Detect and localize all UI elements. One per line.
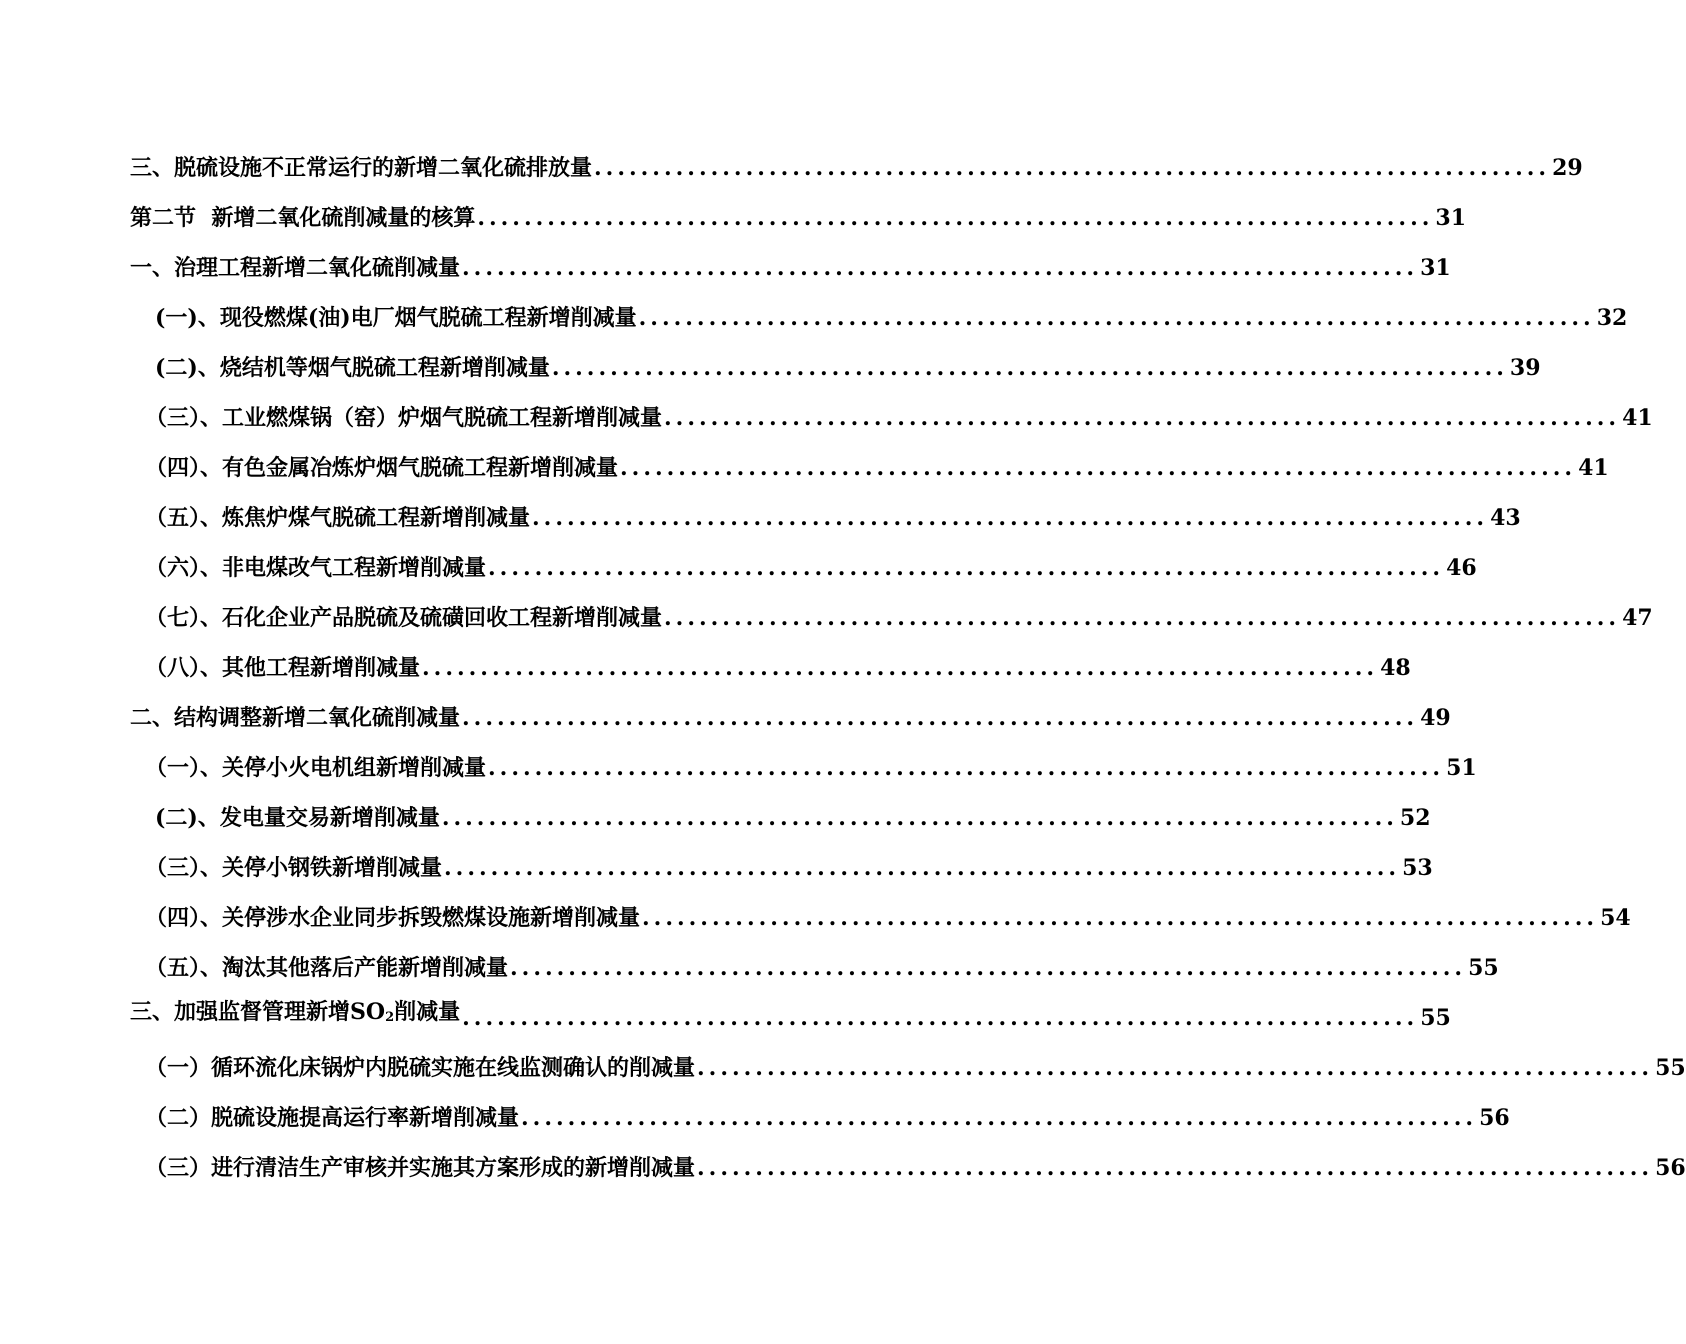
toc-entry-label: （四）、有色金属冶炼炉烟气脱硫工程新增削减量 (145, 455, 619, 481)
toc-entry[interactable] (145, 1092, 1510, 1132)
toc-entry-page: 55 (1468, 955, 1499, 981)
toc-entry[interactable] (145, 842, 1433, 882)
toc-leader-dots: .................................................................................. (441, 805, 1398, 831)
toc-leader-dots: .................................................................................. (462, 705, 1419, 731)
toc-entry-label: （五）、淘汰其他落后产能新增削减量 (145, 955, 509, 981)
toc-leader-dots: .................................................................................. (664, 605, 1621, 631)
toc-leader-dots: .................................................................................. (697, 1055, 1654, 1081)
toc-leader-dots: .................................................................................. (638, 305, 1595, 331)
toc-entry[interactable] (130, 992, 1451, 1032)
toc-entry-page: 51 (1446, 755, 1477, 781)
toc-entry-page: 47 (1622, 605, 1653, 631)
toc-entry-label: （四）、关停涉水企业同步拆毁燃煤设施新增削减量 (145, 905, 641, 931)
toc-entry[interactable] (155, 342, 1541, 382)
toc-leader-dots: .................................................................................. (510, 955, 1467, 981)
toc-entry-page: 49 (1420, 705, 1451, 731)
toc-entry-label-prefix: 三、加强监督管理新增SO (130, 999, 386, 1025)
toc-entry-label-suffix: 削减量 (394, 999, 461, 1025)
toc-leader-dots: .................................................................................. (594, 155, 1551, 181)
toc-entry-page: 31 (1420, 255, 1451, 281)
toc-leader-dots: .................................................................................. (642, 905, 1599, 931)
toc-leader-dots: .................................................................................. (422, 655, 1379, 681)
toc-entry-page: 55 (1655, 1055, 1686, 1081)
toc-leader-dots: .................................................................................. (488, 555, 1445, 581)
toc-entry-page: 46 (1446, 555, 1477, 581)
toc-leader-dots: .................................................................................. (477, 205, 1434, 231)
toc-entry-label: （一）循环流化床锅炉内脱硫实施在线监测确认的削减量 (145, 1055, 696, 1081)
toc-entry-page: 52 (1399, 805, 1431, 831)
toc-entry-label: （八）、其他工程新增削减量 (145, 655, 421, 681)
toc-entry[interactable] (145, 542, 1477, 582)
toc-entry-label: （一）、关停小火电机组新增削减量 (145, 755, 487, 781)
toc-entry-page: 39 (1509, 355, 1541, 381)
toc-entry-label: (二)、烧结机等烟气脱硫工程新增削减量 (155, 355, 550, 381)
toc-entry[interactable] (145, 442, 1609, 482)
toc-entry-page: 41 (1578, 455, 1609, 481)
toc-entry-page: 53 (1402, 855, 1433, 881)
toc-leader-dots: .................................................................................. (697, 1155, 1654, 1181)
toc-entry-label: （三）、关停小钢铁新增削减量 (145, 855, 443, 881)
toc-entry[interactable] (155, 292, 1628, 332)
toc-entry[interactable] (145, 1142, 1686, 1182)
toc-entry[interactable] (130, 242, 1451, 282)
toc-entry-page: 55 (1420, 1005, 1451, 1031)
toc-entry-label: 一、治理工程新增二氧化硫削减量 (130, 255, 461, 281)
toc-entry-page: 31 (1435, 205, 1467, 231)
toc-entry-label: (一)、现役燃煤(油)电厂烟气脱硫工程新增削减量 (155, 305, 637, 331)
toc-entry-label: （二）脱硫设施提高运行率新增削减量 (145, 1105, 520, 1131)
toc-leader-dots: .................................................................................. (444, 855, 1401, 881)
toc-entry-page: 54 (1600, 905, 1631, 931)
toc-entry-page: 48 (1380, 655, 1411, 681)
toc-entry-page: 41 (1622, 405, 1653, 431)
toc-entry[interactable] (130, 192, 1467, 232)
toc-leader-dots: .................................................................................. (532, 505, 1489, 531)
toc-entry-label: （七）、石化企业产品脱硫及硫磺回收工程新增削减量 (145, 605, 663, 631)
toc-leader-dots: .................................................................................. (551, 355, 1508, 381)
toc-entry[interactable] (145, 742, 1477, 782)
toc-entry-label: 二、结构调整新增二氧化硫削减量 (130, 705, 461, 731)
toc-leader-dots: .................................................................................. (462, 1005, 1419, 1031)
toc-leader-dots: .................................................................................. (488, 755, 1445, 781)
toc-entry-label-subscript: 2 (385, 1010, 395, 1025)
toc-entry[interactable] (155, 792, 1431, 832)
toc-entry[interactable] (130, 692, 1451, 732)
toc-entry-label: （五）、炼焦炉煤气脱硫工程新增削减量 (145, 505, 531, 531)
toc-entry-page: 29 (1552, 155, 1583, 181)
toc-entry[interactable] (145, 1042, 1686, 1082)
toc-entry-page: 56 (1655, 1155, 1686, 1181)
toc-entry[interactable] (145, 592, 1653, 632)
toc-entry[interactable] (145, 392, 1653, 432)
toc-entry-label: （六）、非电煤改气工程新增削减量 (145, 555, 487, 581)
toc-entry[interactable] (145, 942, 1499, 982)
toc-leader-dots: .................................................................................. (664, 405, 1621, 431)
toc-entry[interactable] (145, 642, 1411, 682)
toc-entry-page: 43 (1490, 505, 1521, 531)
toc-entry-label: （三）进行清洁生产审核并实施其方案形成的新增削减量 (145, 1155, 696, 1181)
toc-entry[interactable] (130, 142, 1583, 182)
toc-entry-label (130, 998, 460, 1032)
toc-leader-dots: .................................................................................. (462, 255, 1419, 281)
toc-entry-label: 三、脱硫设施不正常运行的新增二氧化硫排放量 (130, 155, 593, 181)
toc-leader-dots: .................................................................................. (620, 455, 1577, 481)
toc-entry-label: (二)、发电量交易新增削减量 (155, 805, 440, 831)
toc-entry-label: （三）、工业燃煤锅（窑）炉烟气脱硫工程新增削减量 (145, 405, 663, 431)
toc-leader-dots: .................................................................................. (521, 1105, 1478, 1131)
toc-entry[interactable] (145, 892, 1631, 932)
toc-entry[interactable] (145, 492, 1521, 532)
toc-entry-page: 56 (1479, 1105, 1510, 1131)
toc-entry-label: 第二节 新增二氧化硫削减量的核算 (130, 205, 476, 231)
toc-entry-page: 32 (1596, 305, 1628, 331)
